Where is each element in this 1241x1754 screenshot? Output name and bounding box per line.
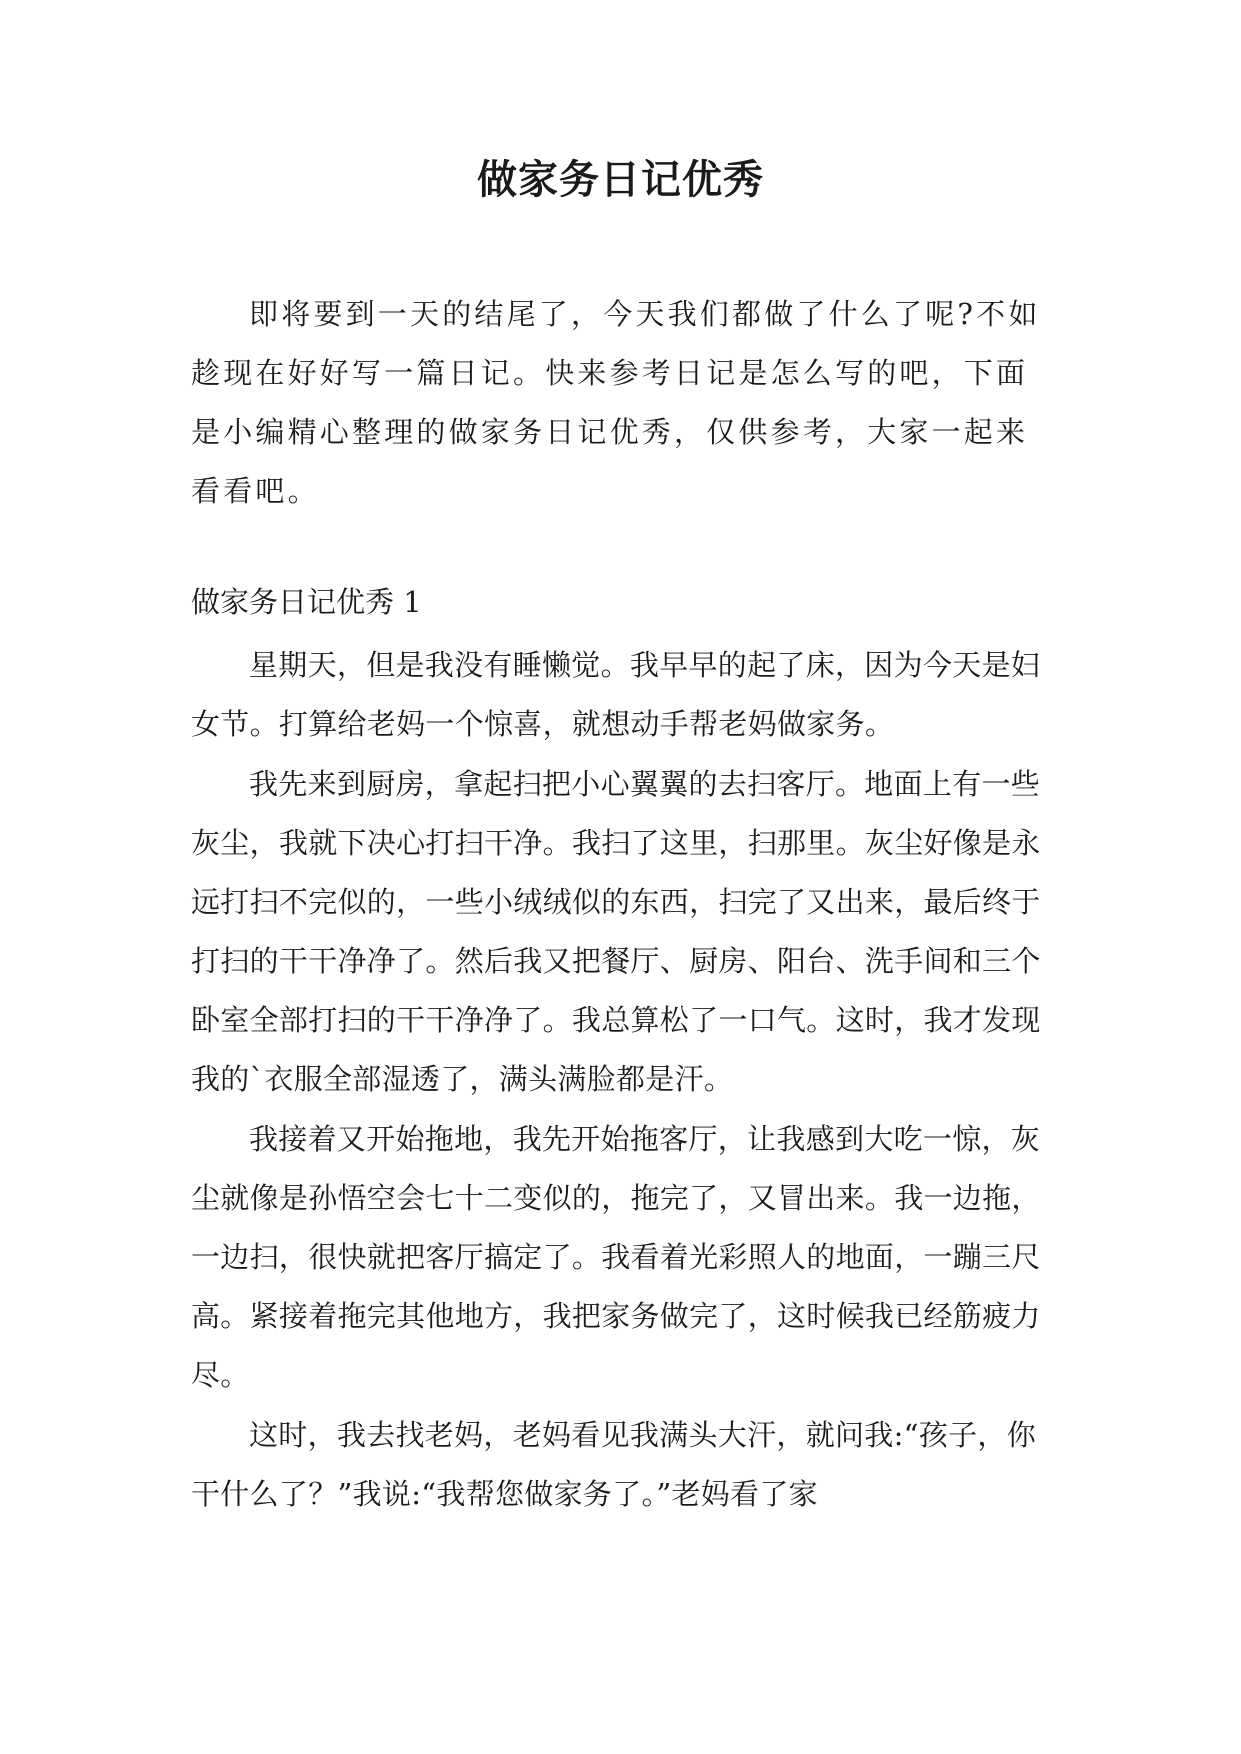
section-heading: 做家务日记优秀 1 (191, 585, 422, 619)
intro-paragraph: 即将要到一天的结尾了，今天我们都做了什么了呢?不如趁现在好好写一篇日记。快来参考日记是怎么写的吧，下面是小编精心整理的做家务日记优秀，仅供参考，大家一起来看看吧。 (191, 297, 1041, 508)
diary-paragraph-3: 我接着又开始拖地，我先开始拖客厅，让我感到大吃一惊，灰尘就像是孙悟空会七十二变似的，拖完了，又冒出来。我一边拖，一边扫，很快就把客厅搞定了。我看着光彩照人的地面，一蹦三尺高。紧接着拖完其他地方，我把家务做完了，这时候我已经筋疲力尽。 (191, 1122, 1041, 1392)
diary-paragraph-4: 这时，我去找老妈，老妈看见我满头大汗，就问我:“孩子，你干什么了？”我说:“我帮您做家务了。”老妈看了家 (191, 1418, 1036, 1511)
diary-paragraph-2: 我先来到厨房，拿起扫把小心翼翼的去扫客厅。地面上有一些灰尘，我就下决心打扫干净。我扫了这里，扫那里。灰尘好像是永远打扫不完似的，一些小绒绒似的东西，扫完了又出来，最后终于打扫的干干净净了。然后我又把餐厅、厨房、阳台、洗手间和三个卧室全部打扫的干干净净了。我总算松了一口气。这时，我才发现我的`衣服全部湿透了，满头满脸都是汗。 (191, 767, 1041, 1096)
document-title: 做家务日记优秀 (477, 157, 764, 203)
diary-paragraph-1: 星期天，但是我没有睡懒觉。我早早的起了床，因为今天是妇女节。打算给老妈一个惊喜，就想动手帮老妈做家务。 (191, 648, 1041, 741)
intro-section (191, 285, 1053, 521)
diary-body (191, 636, 1053, 1524)
